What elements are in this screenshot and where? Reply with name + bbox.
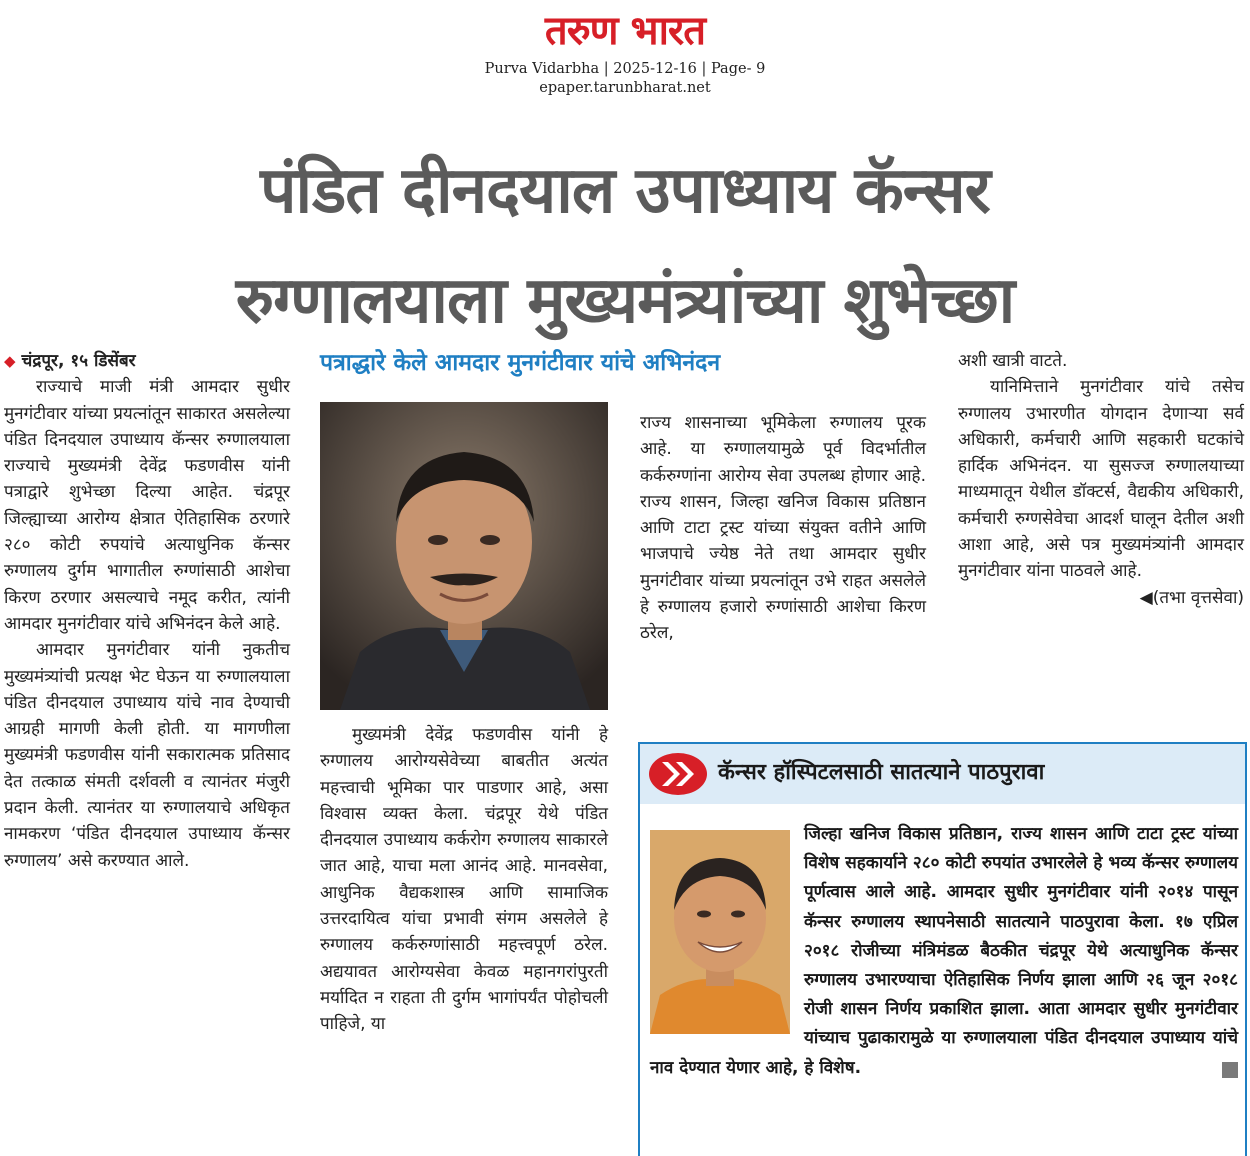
- news-credit: ◀(तभा वृत्तसेवा): [1139, 587, 1244, 608]
- newspaper-logo: [545, 8, 705, 54]
- article-column-4: [958, 348, 1244, 611]
- paragraph: मुख्यमंत्री देवेंद्र फडणवीस यांनी हे रुग्णालय आरोग्यसेवेच्या बाबतीत अत्यंत महत्त्वाची भूमिका पार पाडणार आहे, असा विश्वास व्यक्त केला. चंद्रपूर येथे पंडित दीनदयाल उपाध्याय कर्करोग रुग्णालय साकारले जात आहे, याचा मला आनंद आहे. मानवसेवा, आधुनिक वैद्यकशास्त्र आणि सामाजिक उत्तरदायित्व यांचा प्रभावी संगम असलेले हे रुग्णालय कर्करुग्णांसाठी महत्त्वपूर्ण ठरेल. अद्ययावत आरोग्यसेवा केवळ महानगरांपुरती मर्यादित न राहता ती दुर्गम भागांपर्यंत पोहोचली पाहिजे, या: [320, 725, 608, 1035]
- article-column-1: [4, 348, 290, 874]
- masthead: [0, 8, 1250, 98]
- diamond-bullet-icon: ◆: [4, 352, 16, 370]
- logo-text: तरुण भारत: [544, 8, 706, 54]
- headline-line-1: पंडित दीनदयाल उपाध्याय कॅन्सर: [260, 154, 990, 228]
- triangle-left-icon: ◀: [1139, 587, 1153, 608]
- page-number: Page- 9: [710, 61, 766, 77]
- sidebar-story-box: [638, 742, 1247, 1156]
- photo-caption-column: [320, 722, 608, 1038]
- edition-date: 2025-12-16: [613, 61, 697, 77]
- box-text: जिल्हा खनिज विकास प्रतिष्ठान, राज्य शासन आणि टाटा ट्रस्ट यांच्या विशेष सहकार्याने २८० कोटी रुपयांत उभारलेले हे भव्य कॅन्सर रुग्णालय पूर्णत्वास आले आहे. आमदार सुधीर मुनगंटीवार यांनी २०१४ पासून कॅन्सर रुग्णालय स्थापनेसाठी सातत्याने पाठपुरावा केला. १७ एप्रिल २०१८ रोजीच्या मंत्रिमंडळ बैठकीत चंद्रपूर येथे अत्याधुनिक कॅन्सर रुग्णालय उभारण्याचा ऐतिहासिक निर्णय झाला आणि २६ जून २०१८ रोजी शासन निर्णय प्रकाशित झाला. आता आमदार सुधीर मुनगंटीवार यांच्याच पुढाकारामुळे या रुग्णालयाला पंडित दीनदयाल उपाध्याय यांचे नाव देण्यात येणार आहे, हे विशेष.: [650, 824, 1238, 1078]
- headline-line-2: रुग्णालयाला मुख्यमंत्र्यांच्या शुभेच्छा: [235, 264, 1015, 338]
- article-column-3: [640, 410, 926, 647]
- paragraph: राज्याचे माजी मंत्री आमदार सुधीर मुनगंटीवार यांच्या प्रयत्नांतून साकारत असलेल्या पंडित दिनदयाल उपाध्याय कॅन्सर रुग्णालयाला राज्याचे मुख्यमंत्री देवेंद्र फडणवीस यांनी पत्राद्वारे शुभेच्छा दिल्या आहेत. चंद्रपूर जिल्ह्याच्या आरोग्य क्षेत्रात ऐतिहासिक ठरणारे २८० कोटी रुपयांचे अत्याधुनिक कॅन्सर रुग्णालय दुर्गम भागातील रुग्णांसाठी आशेचा किरण ठरणार असल्याचे नमूद करीत, त्यांनी आमदार मुनगंटीवार यांचे अभिनंदन केले आहे.: [4, 377, 290, 634]
- paragraph: राज्य शासनाच्या भूमिकेला रुग्णालय पूरक आहे. या रुग्णालयामुळे पूर्व विदर्भातील कर्करुग्णांना आरोग्य सेवा उपलब्ध होणार आहे. राज्य शासन, जिल्हा खनिज विकास प्रतिष्ठान आणि टाटा ट्रस्ट यांच्या संयुक्त वतीने आणि भाजपाचे ज्येष्ठ नेते तथा आमदार सुधीर मुनगंटीवार यांच्या प्रयत्नांतून उभे राहत असलेले हे रुग्णालय हजारो रुग्णांसाठी आशेचा किरण ठरेल,: [640, 413, 926, 644]
- end-square-icon: [1222, 1062, 1238, 1078]
- subheadline: पत्राद्धारे केले आमदार मुनगंटीवार यांचे अभिनंदन: [320, 350, 721, 376]
- dateline-text: चंद्रपूर, १५ डिसेंबर: [21, 351, 136, 371]
- headline: [20, 136, 1230, 356]
- box-body: [650, 820, 1238, 1083]
- edition-info: Purva Vidarbha | 2025-12-16 | Page- 9: [484, 61, 766, 77]
- double-chevron-icon: [648, 752, 708, 796]
- paragraph: यानिमित्ताने मुनगंटीवार यांचे तसेच रुग्णालय उभारणीत योगदान देणाऱ्या सर्व अधिकारी, कर्मचारी आणि सहकारी घटकांचे हार्दिक अभिनंदन. या सुसज्ज रुग्णालयाच्या माध्यमातून येथील डॉक्टर्स, वैद्यकीय अधिकारी, कर्मचारी रुग्णसेवेचा आदर्श घालून देतील अशी आशा आहे, असे पत्र मुख्यमंत्र्यांनी आमदार मुनगंटीवार यांना पाठवले आहे.: [958, 377, 1244, 582]
- edition-name: Purva Vidarbha: [484, 61, 600, 77]
- chief-minister-photo: [320, 402, 608, 710]
- box-header: [640, 744, 1245, 804]
- epaper-url[interactable]: epaper.tarunbharat.net: [539, 80, 711, 96]
- dateline: [4, 348, 290, 374]
- paragraph: आमदार मुनगंटीवार यांनी नुकतीच मुख्यमंत्र्यांची प्रत्यक्ष भेट घेऊन या रुग्णालयाला पंडित दीनदयाल उपाध्याय यांचे नाव देण्याची आग्रही मागणी केली होती. या मागणीला मुख्यमंत्री फडणवीस यांनी सकारात्मक प्रतिसाद देत तत्काळ संमती दर्शवली व त्यानंतर मंजुरी प्रदान केली. त्यानंतर या रुग्णालयाचे अधिकृत नामकरण ‘पंडित दीनदयाल उपाध्याय कॅन्सर रुग्णालय’ असे करण्यात आले.: [4, 640, 290, 871]
- box-title: कॅन्सर हॉस्पिटलसाठी सातत्याने पाठपुरावा: [718, 760, 1045, 785]
- sudhir-mungantiwar-photo: [650, 830, 790, 1034]
- paragraph: अशी खात्री वाटते.: [958, 351, 1068, 371]
